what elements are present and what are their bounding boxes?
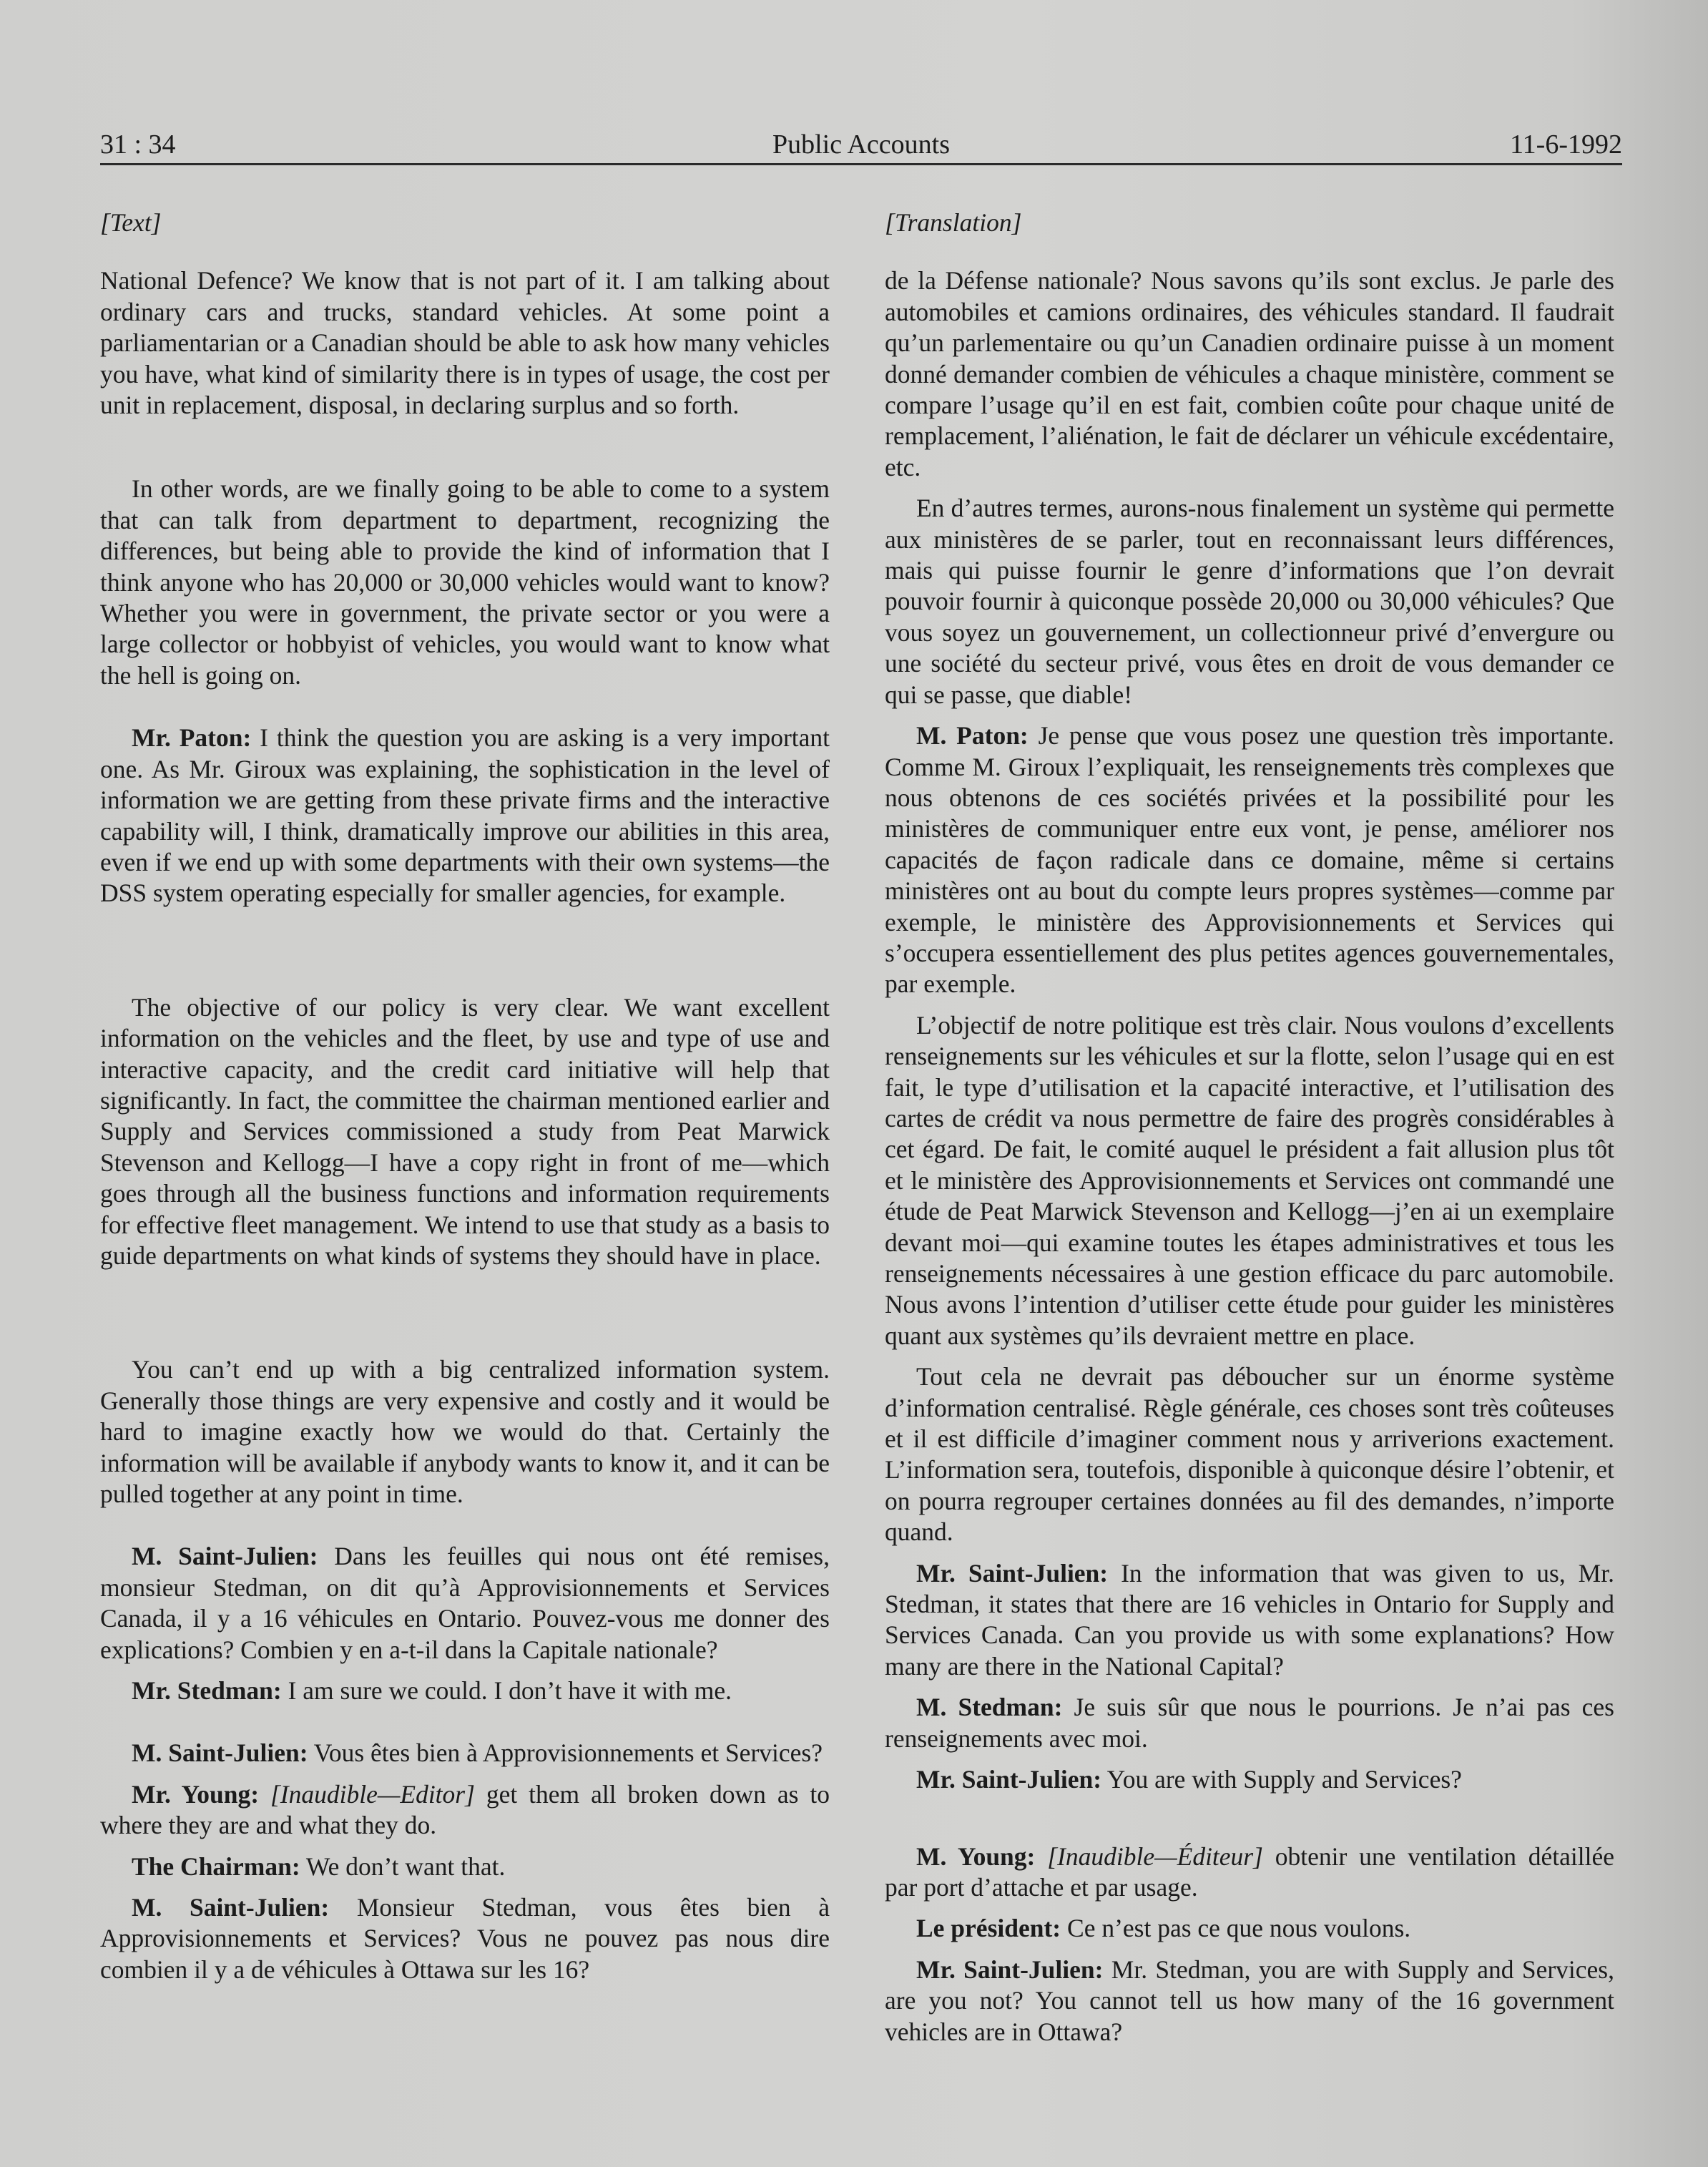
paragraph	[885, 1913, 1614, 1944]
editor-note: [Inaudible—Editor]	[270, 1779, 475, 1809]
speaker-name: M. Saint-Julien:	[132, 1738, 308, 1768]
sitting-date: 11-6-1992	[1510, 129, 1622, 160]
speaker-name: M. Stedman:	[916, 1693, 1063, 1722]
paragraph	[100, 1852, 830, 1882]
speaker-name: M. Saint-Julien:	[132, 1542, 318, 1571]
paragraph	[885, 1841, 1614, 1904]
paragraph	[885, 1764, 1614, 1795]
paragraph	[100, 1779, 830, 1841]
paragraph	[885, 1692, 1614, 1754]
speaker-name: Mr. Saint-Julien:	[916, 1558, 1109, 1588]
speech-text: Monsieur Stedman, vous êtes bien à Approvisionnements et Services? Vous ne pouvez pas nous dire combien il y a de véhicules à Ottawa sur les 16?	[100, 1893, 830, 1984]
french-column	[885, 207, 1614, 2048]
paragraph: In other words, are we finally going to be able to come to a system that can talk from department to department, recognizing the differences, but being able to provide the kind of information that I think anyone who has 20,000 or 30,000 vehicles would want to know? Whether you were in government, the private sector or you were a large collector or hobbyist of vehicles, you would want to know what the hell is going on.	[100, 474, 830, 690]
paragraph	[100, 1892, 830, 1985]
speaker-name: M. Paton:	[916, 721, 1029, 750]
paragraph	[885, 1558, 1614, 1683]
page-number: 31 : 34	[100, 129, 176, 160]
speech-text: obtenir une ventilation détaillée par port d’attache et par usage.	[885, 1841, 1615, 1902]
paragraph	[885, 720, 1614, 1000]
language-marker: [Text]	[100, 208, 162, 237]
speech-text: Ce n’est pas ce que nous voulons.	[1061, 1914, 1411, 1943]
speech-text: You are with Supply and Services?	[1101, 1765, 1462, 1794]
paragraph: En d’autres termes, aurons-nous finalement un système qui permette aux ministères de se parler, tout en reconnaissant leurs différences, mais qui puisse fournir le genre d’informations que l’on devrait pouvoir fournir à quiconque possède 20,000 ou 30,000 véhicules? Que vous soyez un gouvernement, un collectionneur privé d’envergure ou une société du secteur privé, vous êtes en droit de vous demander ce qui se passe, que diable!	[885, 494, 1614, 709]
paragraph	[885, 1955, 1614, 2048]
speech-text: Dans les feuilles qui nous ont été remises, monsieur Stedman, on dit qu’à Approvisionnements et Services Canada, il y a 16 véhicules en Ontario. Pouvez-vous me donner des explications? Combien y en a-t-il dans la Capitale nationale?	[100, 1542, 830, 1664]
speech-text: I am sure we could. I don’t have it with me.	[281, 1676, 732, 1706]
speech-text: Mr. Stedman, you are with Supply and Services, are you not? You cannot tell us how many of the 16 government vehicles are in Ottawa?	[885, 1955, 1614, 2046]
speaker-name: Mr. Stedman:	[132, 1676, 282, 1706]
speaker-name: Mr. Saint-Julien:	[916, 1955, 1104, 1984]
paragraph	[100, 723, 830, 909]
speaker-name: The Chairman:	[132, 1852, 300, 1881]
speaker-name: Mr. Young:	[132, 1779, 260, 1809]
speaker-name: M. Young:	[916, 1841, 1036, 1871]
paragraph: de la Défense nationale? Nous savons qu’ils sont exclus. Je parle des automobiles et camions ordinaires, des véhicules standard. Il faudrait qu’un parlementaire ou qu’un Canadien ordinaire puisse à un moment donné demander combien de véhicules a chaque ministère, comment se compare l’usage qu’il en est fait, combien coûte pour chaque unité de remplacement, l’aliénation, le fait de déclarer un véhicule excédentaire, etc.	[885, 266, 1614, 481]
speech-text: I think the question you are asking is a very important one. As Mr. Giroux was explaining, the sophistication in the level of information we are getting from these private firms and the interactive capability will, I think, dramatically improve our abilities in this area, even if we end up with some departments with their own systems—the DSS system operating especially for smaller agencies, for example.	[100, 723, 830, 908]
speech-text: Je pense que vous posez une question très importante. Comme M. Giroux l’expliquait, les renseignements très complexes que nous obtenons de ces sociétés privées et la possibilité pour les ministères de communiquer entre eux vont, je pense, améliorer nos capacités de façon radicale dans ce domaine, même si certains ministères ont au bout du compte leurs propres systèmes—comme par exemple, le ministère des Approvisionnements et Services qui s’occupera essentiellement des plus petites agences gouvernementales, par exemple.	[885, 721, 1614, 999]
paragraph	[100, 1676, 830, 1706]
english-column	[100, 207, 830, 1985]
language-marker: [Translation]	[885, 208, 1022, 237]
paragraph	[100, 1541, 830, 1665]
speech-text: In the information that was given to us, Mr. Stedman, it states that there are 16 vehicles in Ontario for Supply and Services Canada. Can you provide us with some explanations? How many are there in the National Capital?	[885, 1558, 1614, 1681]
speech-text: get them all broken down as to where they are and what they do.	[100, 1779, 830, 1840]
paragraph: National Defence? We know that is not part of it. I am talking about ordinary cars and trucks, standard vehicles. At some point a parliamentarian or a Canadian should be able to ask how many vehicles you have, what kind of similarity there is in types of usage, the cost per unit in replacement, disposal, in declaring surplus and so forth.	[100, 266, 830, 420]
paragraph: You can’t end up with a big centralized information system. Generally those things are very expensive and costly and it would be hard to imagine exactly how we would do that. Certainly the information will be available if anybody wants to know it, and it can be pulled together at any point in time.	[100, 1355, 830, 1508]
committee-name: Public Accounts	[772, 129, 951, 160]
paragraph	[100, 1738, 830, 1769]
speaker-name: Mr. Paton:	[132, 723, 252, 753]
paragraph: The objective of our policy is very clear. We want excellent information on the vehicles and the fleet, by use and type of use and interactive capacity, and the credit card initiative will help that significantly. In fact, the committee the chairman mentioned earlier and Supply and Services commissioned a study from Peat Marwick Stevenson and Kellogg—I have a copy right in front of me—which goes through all the business functions and information requirements for effective fleet management. We intend to use that study as a basis to guide departments on what kinds of systems they should have in place.	[100, 992, 830, 1270]
page-header	[100, 126, 1622, 165]
paragraph: Tout cela ne devrait pas déboucher sur un énorme système d’information centralisé. Règle générale, ces choses sont très coûteuses et il est difficile d’imaginer comment nous y arriverions exactement. L’information sera, toutefois, disponible à quiconque désire l’obtenir, et on pourra regrouper certaines données au fil des demandes, n’importe quand.	[885, 1362, 1614, 1547]
paragraph: L’objectif de notre politique est très clair. Nous voulons d’excellents renseignements sur les véhicules et sur la flotte, selon l’usage qui en est fait, le type d’utilisation et la capacité interactive, et l’utilisation des cartes de crédit va nous permettre de faire des progrès considérables à cet égard. De fait, le comité auquel le président a fait allusion plus tôt et le ministère des Approvisionnements et Services ont commandé une étude de Peat Marwick Stevenson and Kellogg—j’en ai un exemplaire devant moi—qui examine toutes les étapes administratives et tous les renseignements nécessaires à une gestion efficace du parc automobile. Nous avons l’intention d’utiliser cette étude pour guider les ministères quant aux systèmes qu’ils devraient mettre en place.	[885, 1010, 1614, 1350]
speaker-name: Mr. Saint-Julien:	[916, 1765, 1102, 1794]
speech-text: Vous êtes bien à Approvisionnements et Services?	[308, 1738, 823, 1768]
editor-note: [Inaudible—Éditeur]	[1047, 1841, 1263, 1871]
speech-text: We don’t want that.	[300, 1852, 506, 1881]
speech-text: Je suis sûr que nous le pourrions. Je n’ai pas ces renseignements avec moi.	[885, 1693, 1614, 1753]
speaker-name: M. Saint-Julien:	[132, 1893, 330, 1922]
speaker-name: Le président:	[916, 1914, 1061, 1943]
